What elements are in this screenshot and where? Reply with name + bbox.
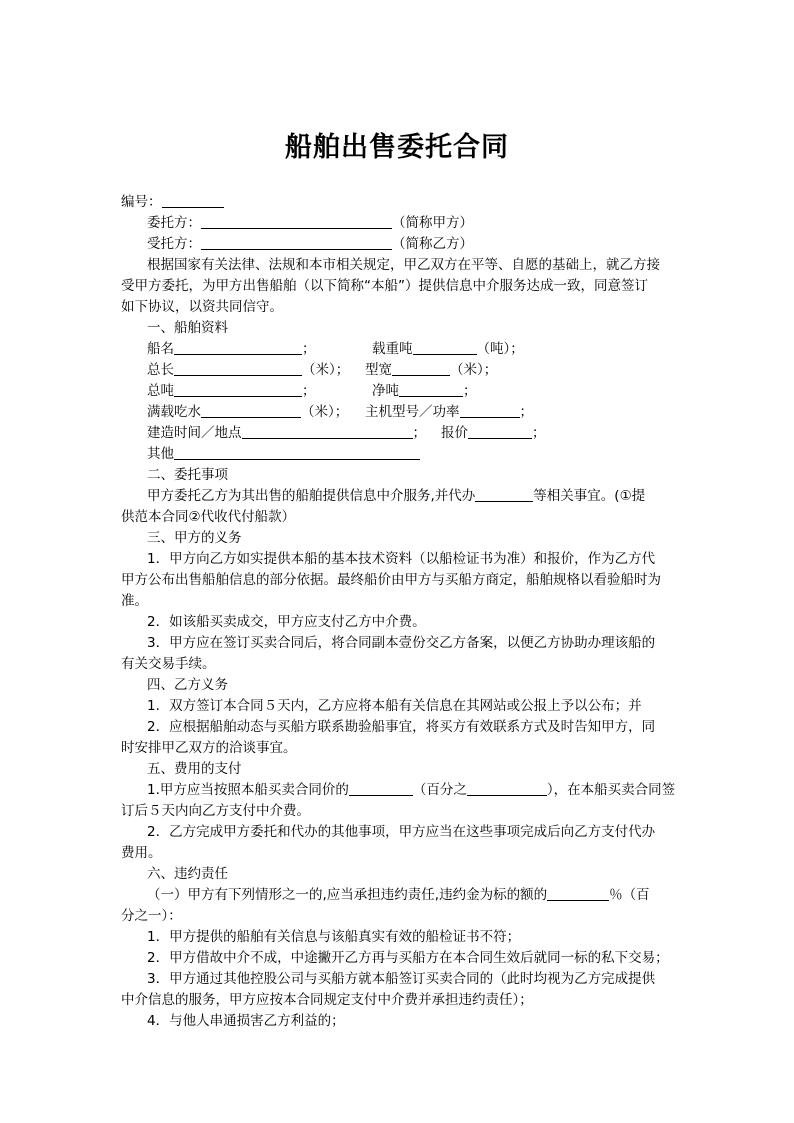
section-2-text: 甲方委托乙方为其出售的船舶提供信息中介服务,并代办 <box>147 488 476 504</box>
section-6-intro <box>147 885 650 905</box>
dwt-label: 载重吨 <box>372 341 413 357</box>
price-blank <box>468 424 532 439</box>
dwt-field <box>372 339 524 359</box>
engine-field <box>365 402 533 422</box>
client-label: 委托方： <box>147 215 201 231</box>
draft-field <box>147 402 348 422</box>
intro-line-3: 如下协议，以资共同信守。 <box>121 299 283 315</box>
section-5-title: 五、费用的支付 <box>147 761 242 777</box>
semicolon: ； <box>463 383 477 399</box>
section-3-item-3a: 3．甲方应在签订买卖合同后，将合同副本壹份交乙方备案，以便乙方协助办理该船的 <box>147 635 656 651</box>
section-6-item-4: 4．与他人串通损害乙方利益的； <box>147 1013 345 1029</box>
section-5-item-1b: 订后５天内向乙方支付中介费。 <box>121 803 310 819</box>
number-label: 编号： <box>121 194 162 210</box>
other-field <box>147 444 420 464</box>
section-5-item-2b: 费用。 <box>121 845 162 861</box>
section-5-text: 1.甲方应当按照本船买卖合同价的 <box>147 782 349 798</box>
trustee-label: 受托方： <box>147 236 201 252</box>
number-line <box>121 192 224 212</box>
length-blank <box>174 361 302 376</box>
fee-amount-blank <box>349 781 413 796</box>
section-6-item-1: 1．甲方提供的船舶有关信息与该船真实有效的船检证书不符； <box>147 929 521 945</box>
intro-line-2: 受甲方委托，为甲方出售船舶（以下简称“本船”）提供信息中介服务达成一致，同意签订 <box>121 278 648 294</box>
price-label: 报价 <box>441 425 468 441</box>
ship-name-blank <box>174 340 302 355</box>
client-short: （简称甲方） <box>392 215 473 231</box>
section-6-intro-2: 分之一）： <box>121 908 182 924</box>
client-blank <box>201 214 392 229</box>
engine-blank <box>460 403 520 418</box>
engine-label: 主机型号／功率 <box>365 404 460 420</box>
built-field <box>147 423 426 443</box>
ton-unit: （吨）； <box>476 341 524 357</box>
draft-blank <box>201 403 301 418</box>
section-5-item-2a: 2．乙方完成甲方委托和代办的其他事项，甲方应当在这些事项完成后向乙方支付代办 <box>147 824 656 840</box>
draft-label: 满载吃水 <box>147 404 201 420</box>
number-blank <box>162 193 224 208</box>
section-4-item-2a: 2．应根据船舶动态与买船方联系勘验船事宜，将买方有效联系方式及时告知甲方，同 <box>147 719 656 735</box>
section-6-item-3b: 中介信息的服务，甲方应按本合同规定支付中介费并承担违约责任）； <box>121 992 533 1008</box>
meter-unit: （米）； <box>301 404 349 420</box>
intro-line-1: 根据国家有关法律、法规和本市相关规定，甲乙双方在平等、自愿的基础上，就乙方接 <box>147 257 660 273</box>
section-6-text: （一）甲方有下列情形之一的,应当承担违约责任,违约金为标的额的 <box>147 887 548 903</box>
section-6-item-3a: 3．甲方通过其他控股公司与买船方就本船签订买卖合同的（此时均视为乙方完成提供 <box>147 971 656 987</box>
length-field <box>147 360 349 380</box>
section-5-text: ），在本船买卖合同签 <box>546 782 676 798</box>
fee-percent-blank <box>467 781 547 796</box>
section-3-item-1b: 甲方公布出售船舶信息的部分依据。最终船价由甲方与买船方商定，船舶规格以看验船时为 <box>121 572 661 588</box>
gross-tonnage-field <box>147 381 316 401</box>
client-line <box>147 213 473 233</box>
section-2-text: 等相关事宜。(①提 <box>533 488 646 504</box>
length-label: 总长 <box>147 362 174 378</box>
section-4-item-2b: 时安排甲乙双方的洽谈事宜。 <box>121 740 297 756</box>
other-label: 其他 <box>147 446 174 462</box>
meter-unit: （米）； <box>450 362 498 378</box>
semicolon: ； <box>412 425 426 441</box>
section-3-item-1c: 准。 <box>121 593 148 609</box>
section-6-text: ％（百 <box>609 887 650 903</box>
agency-blank <box>475 487 533 502</box>
breadth-label: 型宽 <box>365 362 392 378</box>
gross-tonnage-label: 总吨 <box>147 383 174 399</box>
net-tonnage-label: 净吨 <box>372 383 399 399</box>
section-3-item-1a: 1．甲方向乙方如实提供本船的基本技术资料（以船检证书为准）和报价，作为乙方代 <box>147 551 656 567</box>
section-3-title: 三、甲方的义务 <box>147 530 242 546</box>
section-3-item-2: 2．如该船买卖成交，甲方应支付乙方中介费。 <box>147 614 426 630</box>
trustee-short: （简称乙方） <box>392 236 473 252</box>
ship-name-label: 船名 <box>147 341 174 357</box>
ship-name-field <box>147 339 316 359</box>
net-tonnage-blank <box>399 382 463 397</box>
meter-unit: （米）； <box>302 362 350 378</box>
section-1-title: 一、船舶资料 <box>147 320 228 336</box>
semicolon: ； <box>519 404 533 420</box>
gross-tonnage-blank <box>174 382 302 397</box>
breadth-field <box>365 360 497 380</box>
semicolon: ； <box>302 383 316 399</box>
section-2-title: 二、委托事项 <box>147 467 228 483</box>
section-5-text: （百分之 <box>412 782 467 798</box>
section-6-title: 六、违约责任 <box>147 866 228 882</box>
section-6-item-2: 2．甲方借故中介不成，中途撇开乙方再与买船方在本合同生效后就同一标的私下交易； <box>147 950 669 966</box>
penalty-blank <box>547 886 609 901</box>
trustee-blank <box>201 235 392 250</box>
section-5-item-1a <box>147 780 675 800</box>
other-blank <box>174 445 420 460</box>
section-2-line-1 <box>147 486 645 506</box>
built-label: 建造时间／地点 <box>147 425 242 441</box>
trustee-line <box>147 234 473 254</box>
semicolon: ； <box>532 425 546 441</box>
section-4-item-1: 1．双方签订本合同５天内，乙方应将本船有关信息在其网站或公报上予以公布；并 <box>147 698 642 714</box>
section-3-item-3b: 有关交易手续。 <box>121 656 216 672</box>
dwt-blank <box>413 340 477 355</box>
section-4-title: 四、乙方义务 <box>147 677 228 693</box>
built-blank <box>242 424 413 439</box>
section-2-line-2: 供范本合同②代收代付船款） <box>121 509 296 525</box>
semicolon: ； <box>302 341 316 357</box>
net-tonnage-field <box>372 381 477 401</box>
document-title: 船舶出售委托合同 <box>285 132 509 163</box>
price-field <box>441 423 546 443</box>
breadth-blank <box>392 361 450 376</box>
